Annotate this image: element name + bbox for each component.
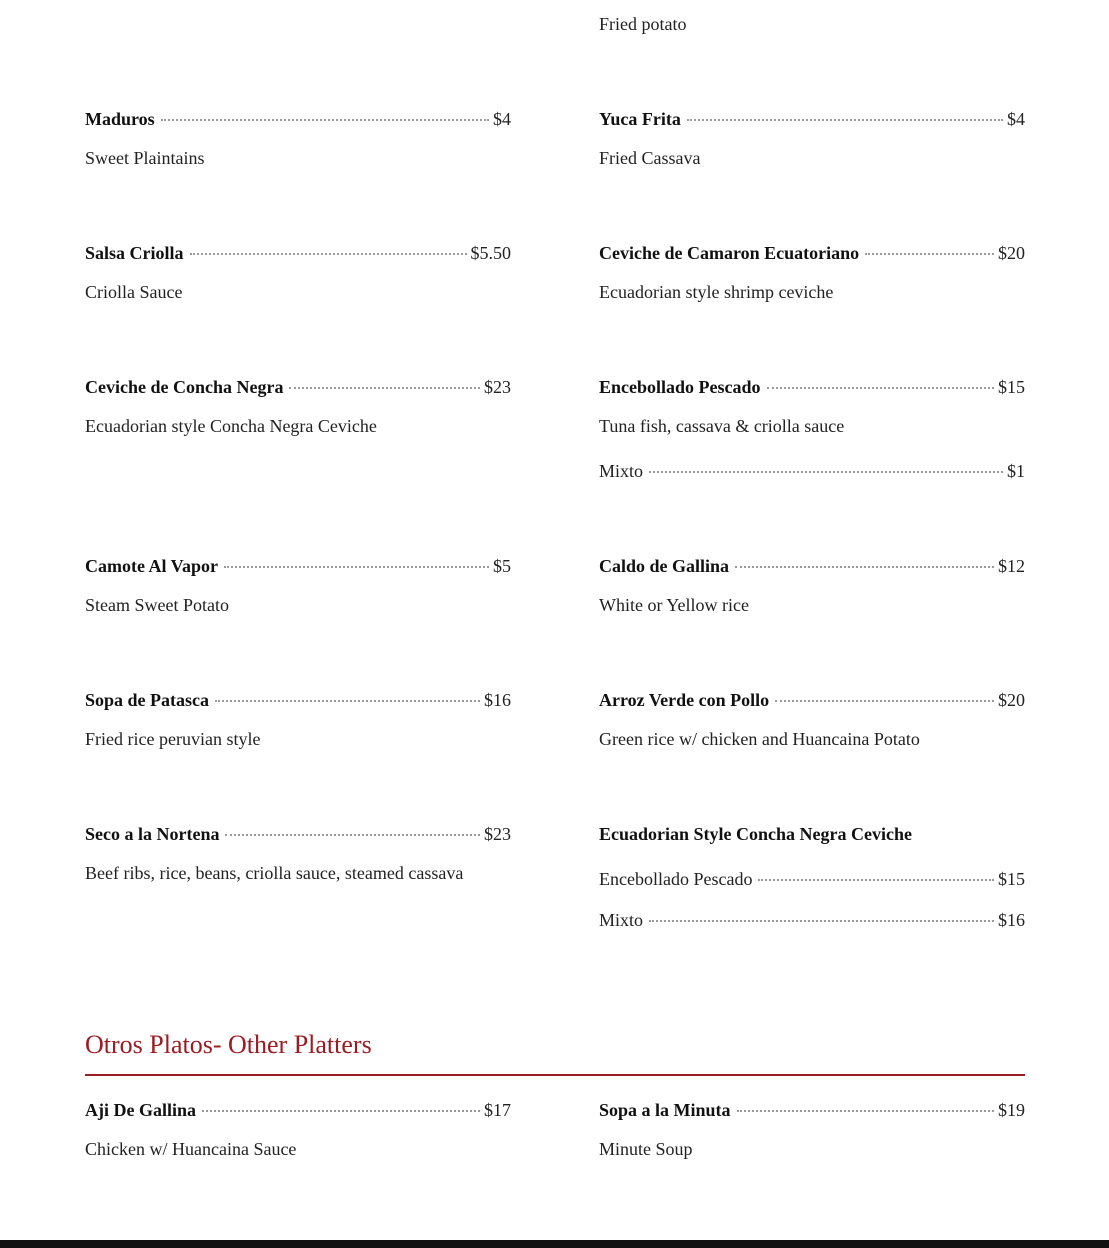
menu-item-description: Green rice w/ chicken and Huancaina Potato [599,729,920,749]
menu-option-mixto [599,460,1025,482]
menu-item-name: Maduros [85,109,155,129]
menu-group-title: Ecuadorian Style Concha Negra Ceviche [599,824,912,844]
menu-item-name: Salsa Criolla [85,243,184,263]
menu-item-ceviche-camaron [599,242,1025,264]
dot-leader [735,566,994,568]
section-divider [85,1074,1025,1076]
menu-item-name: Ceviche de Concha Negra [85,377,284,397]
menu-item-description: Ecuadorian style Concha Negra Ceviche [85,416,377,436]
menu-item-description: Ecuadorian style shrimp ceviche [599,282,834,302]
menu-item-camote-al-vapor [85,555,511,577]
menu-item-name: Yuca Frita [599,109,681,129]
dot-leader [289,387,480,389]
menu-item-description: Tuna fish, cassava & criolla sauce [599,416,845,436]
menu-item-description: Chicken w/ Huancaina Sauce [85,1139,297,1159]
fried-potato-description: Fried potato [599,14,687,34]
menu-item-price: $16 [484,690,511,710]
menu-item-price: $12 [998,556,1025,576]
menu-item-caldo-de-gallina [599,555,1025,577]
menu-item-seco-a-la-nortena [85,823,511,845]
menu-item-description: Sweet Plaintains [85,148,205,168]
menu-item-name: Caldo de Gallina [599,556,730,576]
dot-leader [775,700,994,702]
menu-item-maduros [85,108,511,130]
dot-leader [649,471,1003,473]
dot-leader [225,834,480,836]
menu-item-name: Camote Al Vapor [85,556,219,576]
menu-item-price: $4 [493,109,511,129]
section-heading-other-platters: Otros Platos- Other Platters [85,1030,372,1059]
menu-item-description: Minute Soup [599,1139,693,1159]
menu-item-name: Sopa a la Minuta [599,1100,731,1120]
menu-item-price: $4 [1007,109,1025,129]
menu-item-price: $23 [484,824,511,844]
menu-item-description: Fried rice peruvian style [85,729,261,749]
menu-option-price: $16 [998,910,1025,930]
menu-option-price: $15 [998,869,1025,889]
dot-leader [215,700,480,702]
menu-option-price: $1 [1007,461,1025,481]
menu-item-yuca-frita [599,108,1025,130]
menu-item-description: Criolla Sauce [85,282,183,302]
dot-leader [687,119,1003,121]
dot-leader [649,920,994,922]
menu-option-name: Mixto [599,461,644,481]
menu-item-price: $20 [998,243,1025,263]
menu-item-price: $5 [493,556,511,576]
menu-item-price: $20 [998,690,1025,710]
menu-item-description: Beef ribs, rice, beans, criolla sauce, steamed cassava [85,863,464,883]
menu-item-name: Encebollado Pescado [599,377,761,397]
dot-leader [758,879,994,881]
dot-leader [161,119,489,121]
dot-leader [737,1110,994,1112]
dot-leader [865,253,994,255]
menu-item-description: White or Yellow rice [599,595,749,615]
dot-leader [224,566,489,568]
menu-item-salsa-criolla [85,242,511,264]
menu-item-price: $15 [998,377,1025,397]
menu-item-sopa-de-patasca [85,689,511,711]
menu-item-sopa-a-la-minuta [599,1099,1025,1121]
menu-item-aji-de-gallina [85,1099,511,1121]
menu-option-name: Mixto [599,910,644,930]
menu-item-name: Ceviche de Camaron Ecuatoriano [599,243,860,263]
menu-item-description: Fried Cassava [599,148,701,168]
menu-option-mixto [599,909,1025,931]
menu-item-ceviche-concha-negra [85,376,511,398]
menu-item-description: Steam Sweet Potato [85,595,229,615]
menu-item-price: $5.50 [470,243,511,263]
footer-bar [0,1240,1109,1248]
dot-leader [767,387,994,389]
menu-item-price: $17 [484,1100,511,1120]
menu-item-name: Seco a la Nortena [85,824,220,844]
menu-item-price: $23 [484,377,511,397]
menu-item-name: Aji De Gallina [85,1100,196,1120]
menu-option-encebollado-pescado [599,868,1025,890]
menu-item-encebollado-pescado [599,376,1025,398]
menu-item-name: Sopa de Patasca [85,690,210,710]
menu-item-arroz-verde-con-pollo [599,689,1025,711]
menu-option-name: Encebollado Pescado [599,869,753,889]
dot-leader [190,253,467,255]
menu-item-name: Arroz Verde con Pollo [599,690,770,710]
menu-item-price: $19 [998,1100,1025,1120]
dot-leader [202,1110,480,1112]
